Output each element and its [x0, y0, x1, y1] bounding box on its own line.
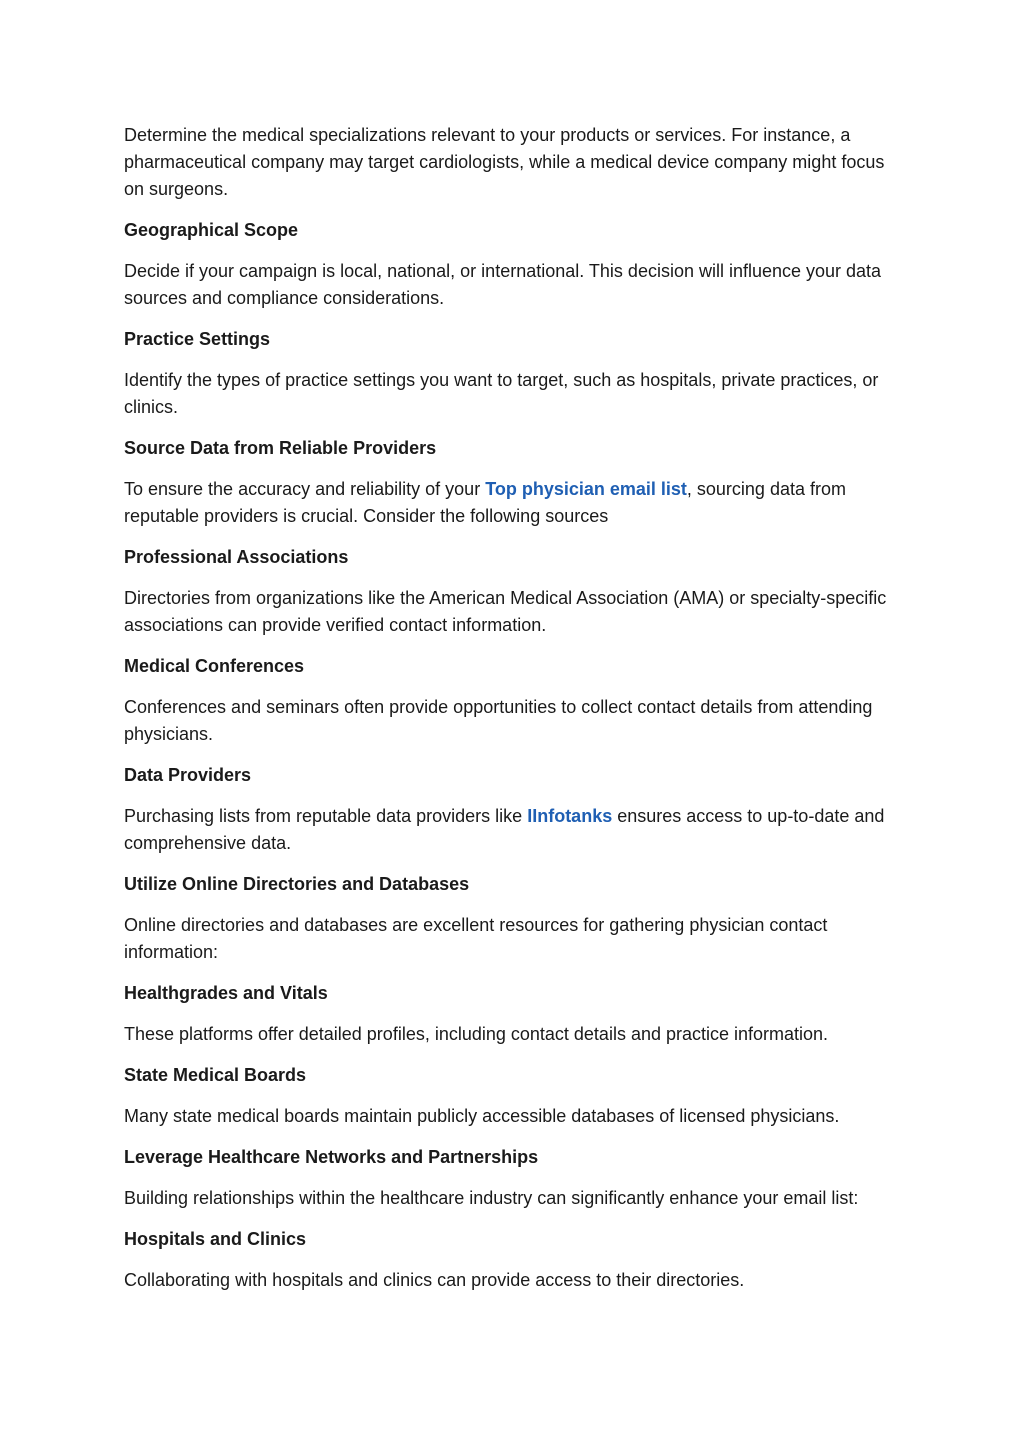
heading-geographical-scope: Geographical Scope: [124, 220, 299, 240]
heading-professional-associations: Professional Associations: [124, 547, 349, 567]
heading-state-medical-boards: State Medical Boards: [124, 1065, 307, 1085]
paragraph-geographical-scope: Decide if your campaign is local, national, or international. This decision will influence your data sources and compliance considerations.: [124, 261, 882, 308]
source-text-after: , sourcing data from reputable providers is crucial. Consider the following sources: [124, 479, 846, 526]
paragraph-source-data: [124, 476, 894, 530]
intro-paragraph: Determine the medical specializations relevant to your products or services. For instance, a pharmaceutical company may target cardiologists, while a medical device company might focus on surgeons.: [124, 125, 885, 199]
paragraph-medical-conferences: Conferences and seminars often provide opportunities to collect contact details from attending physicians.: [124, 697, 873, 744]
providers-text-after: ensures access to up-to-date and comprehensive data.: [124, 806, 885, 853]
heading-medical-conferences: Medical Conferences: [124, 656, 305, 676]
paragraph-data-providers: [124, 803, 894, 857]
paragraph-online-directories: Online directories and databases are excellent resources for gathering physician contact information:: [124, 915, 828, 962]
source-text-before: To ensure the accuracy and reliability of your: [124, 479, 486, 499]
heading-practice-settings: Practice Settings: [124, 329, 271, 349]
document-page: [124, 122, 894, 1308]
heading-data-providers: Data Providers: [124, 765, 252, 785]
paragraph-healthgrades-vitals: These platforms offer detailed profiles, including contact details and practice information.: [124, 1024, 829, 1044]
iinfotanks-link[interactable]: IInfotanks: [527, 806, 613, 826]
heading-healthgrades-vitals: Healthgrades and Vitals: [124, 983, 328, 1003]
paragraph-practice-settings: Identify the types of practice settings you want to target, such as hospitals, private practices, or clinics.: [124, 370, 879, 417]
paragraph-leverage-networks: Building relationships within the healthcare industry can significantly enhance your email list:: [124, 1188, 859, 1208]
paragraph-state-medical-boards: Many state medical boards maintain publicly accessible databases of licensed physicians.: [124, 1106, 840, 1126]
heading-online-directories: Utilize Online Directories and Databases: [124, 874, 470, 894]
top-physician-email-list-link[interactable]: Top physician email list: [485, 479, 687, 499]
heading-leverage-networks: Leverage Healthcare Networks and Partnerships: [124, 1147, 539, 1167]
heading-source-data: Source Data from Reliable Providers: [124, 438, 437, 458]
providers-text-before: Purchasing lists from reputable data providers like: [124, 806, 528, 826]
paragraph-hospitals-clinics: Collaborating with hospitals and clinics can provide access to their directories.: [124, 1270, 745, 1290]
paragraph-professional-associations: Directories from organizations like the American Medical Association (AMA) or specialty-specific associations can provide verified contact information.: [124, 588, 887, 635]
heading-hospitals-clinics: Hospitals and Clinics: [124, 1229, 307, 1249]
